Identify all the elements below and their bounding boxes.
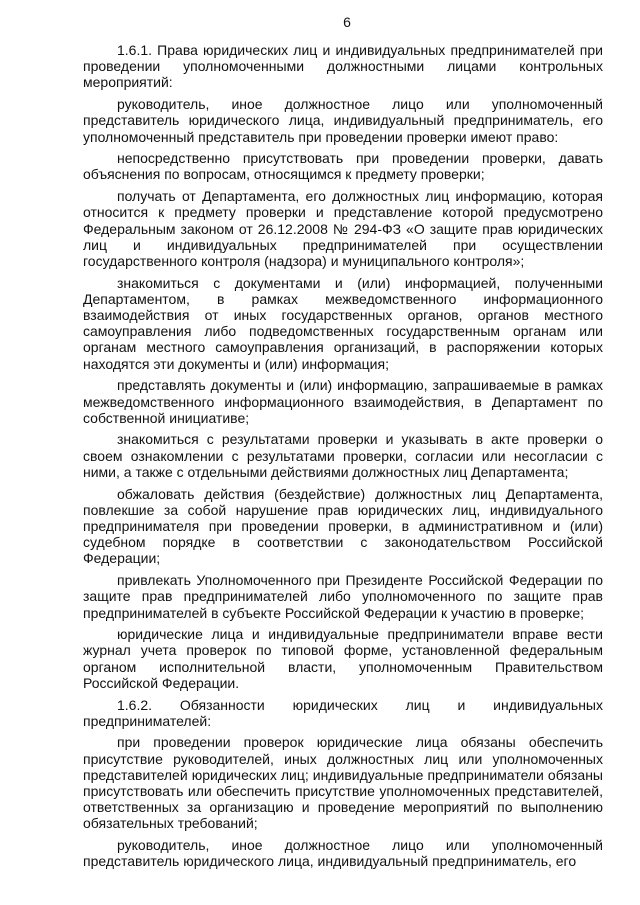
paragraph-duty-presence: при проведении проверок юридические лица обязаны обеспечить присутствие руководителей, иных должностных лиц или уполномоченных представителей юридических лиц; индивидуальные предприниматели обязаны присутствовать или обеспечить присутствие уполномоченных представителей, ответственных за организацию и проведение мероприятий по выполнению обязательных требований; [83, 734, 603, 832]
paragraph-right-review-results: знакомиться с результатами проверки и указывать в акте проверки о своем ознакомлении с результатами проверки, согласии или несогласии с ними, а также с отдельными действиями должностных лиц Департамента; [83, 431, 603, 480]
paragraph-right-appeal: обжаловать действия (бездействие) должностных лиц Департамента, повлекшие за собой нарушение прав юридических лиц, индивидуального предпринимателя при проведении проверки, в административном и (или) судебном порядке в соответствии с законодательством Российской Федерации; [83, 485, 603, 567]
paragraph-rights-subjects: руководитель, иное должностное лицо или уполномоченный представитель юридического лица, индивидуальный предприниматель, его уполномоченный представитель при проведении проверки имеют право: [83, 96, 603, 145]
page-number: 6 [343, 14, 351, 30]
paragraph-rights-heading: 1.6.1. Права юридических лиц и индивидуальных предпринимателей при проведении уполномоченными должностными лицами контрольных мероприятий: [83, 42, 603, 91]
paragraph-duties-heading: 1.6.2. Обязанности юридических лиц и индивидуальных предпринимателей: [83, 696, 603, 729]
paragraph-right-submit-documents: представлять документы и (или) информацию, запрашиваемые в рамках межведомственного информационного взаимодействия, в Департамент по собственной инициативе; [83, 377, 603, 426]
paragraph-duty-continued: руководитель, иное должностное лицо или уполномоченный представитель юридического лица, индивидуальный предприниматель, его [83, 837, 603, 870]
paragraph-inspection-log: юридические лица и индивидуальные предприниматели вправе вести журнал учета проверок по типовой форме, установленной федеральным органом исполнительной власти, уполномоченным Правительством Российской Федерации. [83, 626, 603, 691]
paragraph-right-ombudsman: привлекать Уполномоченного при Президенте Российской Федерации по защите прав предпринимателей либо уполномоченного по защите прав предпринимателей в субъекте Российской Федерации к участию в проверке; [83, 572, 603, 621]
paragraph-right-attend: непосредственно присутствовать при проведении проверки, давать объяснения по вопросам, относящимся к предмету проверки; [83, 150, 603, 183]
paragraph-right-review-documents: знакомиться с документами и (или) информацией, полученными Департаментом, в рамках межведомственного информационного взаимодействия от иных государственных органов, органов местного самоуправления либо подведомственных государственным органам или органам местного самоуправления организаций, в распоряжении которых находятся эти документы и (или) информация; [83, 274, 603, 372]
paragraph-right-receive-info: получать от Департамента, его должностных лиц информацию, которая относится к предмету проверки и представление которой предусмотрено Федеральным законом от 26.12.2008 № 294-ФЗ «О защите прав юридических лиц и индивидуальных предпринимателей при осуществлении государственного контроля (надзора) и муниципального контроля»; [83, 188, 603, 269]
